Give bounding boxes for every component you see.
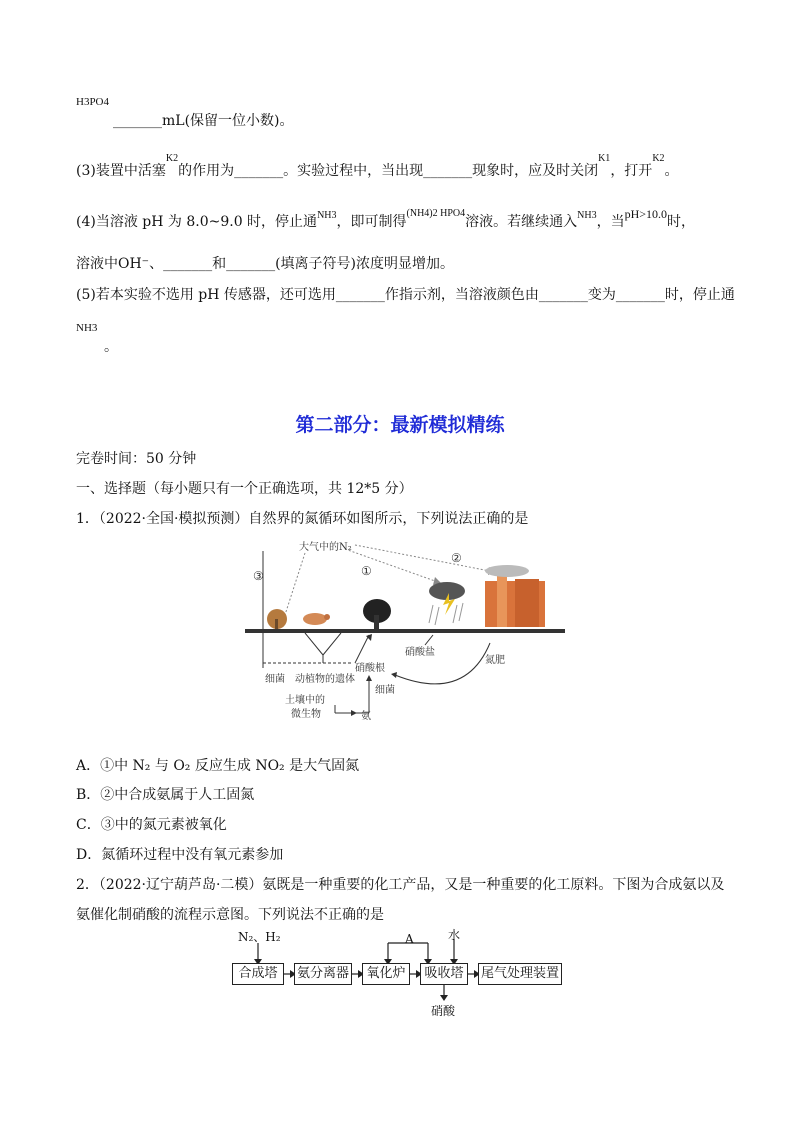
label-bacteria: 细菌 — [265, 674, 285, 685]
label-remains: 动植物的遗体 — [295, 674, 355, 685]
section-title: 第二部分：最新模拟精练 — [295, 414, 505, 436]
label-nitrate-salt: 硝酸盐 — [405, 647, 435, 658]
label-circle-1: ① — [361, 564, 372, 578]
question-4: (4)当溶液 pH 为 8.0~9.0 时，停止通$^{NH3}$，即可制得$^{(NH4)2 HPO4}$溶液。若继续通入$^{NH3}$，当pH>10.0时， — [76, 207, 696, 230]
label-circle-2: ② — [451, 551, 462, 565]
label-soil: 土壤中的 — [285, 695, 325, 706]
section-heading: 一、选择题（每小题只有一个正确选项，共 12*5 分） — [76, 481, 413, 497]
question-5: (5)若本实验不选用 pH 传感器，还可选用_______作指示剂，当溶液颜色由_______变为_______时，停止通 — [76, 287, 735, 303]
option-a[interactable]: A．①中 N₂ 与 O₂ 反应生成 NO₂ 是大气固氮 — [76, 758, 360, 774]
label-atmospheric-n2: 大气中的N₂ — [299, 542, 352, 553]
exam-time: 完卷时间：50 分钟 — [76, 451, 197, 467]
box-oxidation-furnace: 氧化炉 — [362, 963, 410, 985]
question-2-stem-line2: 氨催化制硝酸的流程示意图。下列说法不正确的是 — [76, 907, 384, 923]
option-c[interactable]: C．③中的氮元素被氧化 — [76, 817, 227, 833]
question-4-line2: 溶液中OH⁻、_______和_______(填离子符号)浓度明显增加。 — [76, 256, 454, 272]
box-synthesis-tower: 合成塔 — [232, 963, 284, 985]
question-2-stem-line1: 2．（2022·辽宁葫芦岛·二模）氨既是一种重要的化工产品，又是一种重要的化工原料。下图为合成氨以及 — [76, 877, 725, 893]
label-microbe: 微生物 — [291, 709, 321, 720]
question-3: (3)装置中活塞$^{K2}$的作用为_______。实验过程中，当出现_______现象时，应及时关闭$^{K1}$，打开$^{K2}$。 — [76, 153, 679, 179]
label-n2-h2: N₂、H₂ — [238, 930, 281, 944]
q5-end: 。 — [104, 339, 118, 355]
box-ammonia-separator: 氨分离器 — [294, 963, 352, 985]
label-ammonia: 氨 — [361, 711, 371, 722]
formula-nh3: NH3 — [76, 322, 98, 334]
label-a: A — [405, 932, 414, 946]
question-1-stem: 1．（2022·全国·模拟预测）自然界的氮循环如图所示，下列说法正确的是 — [76, 511, 529, 527]
label-fertilizer: 氮肥 — [485, 655, 505, 666]
label-nitric-acid: 硝酸 — [431, 1004, 456, 1018]
box-absorption-tower: 吸收塔 — [420, 963, 468, 985]
option-b[interactable]: B．②中合成氨属于人工固氮 — [76, 787, 255, 803]
q-volume-blank: _______mL(保留一位小数)。 — [113, 113, 294, 129]
label-water: 水 — [448, 928, 461, 942]
ammonia-nitric-acid-flowchart — [228, 925, 568, 1020]
label-nitrate: 硝酸根 — [355, 663, 385, 674]
box-tail-gas-treatment: 尾气处理装置 — [478, 963, 562, 985]
label-circle-3: ③ — [253, 569, 264, 583]
label-fixing-bacteria: 细菌 — [375, 685, 395, 696]
option-d[interactable]: D．氮循环过程中没有氧元素参加 — [76, 847, 284, 863]
formula-h3po4: H3PO4 — [76, 96, 110, 108]
nitrogen-cycle-diagram — [245, 533, 565, 723]
